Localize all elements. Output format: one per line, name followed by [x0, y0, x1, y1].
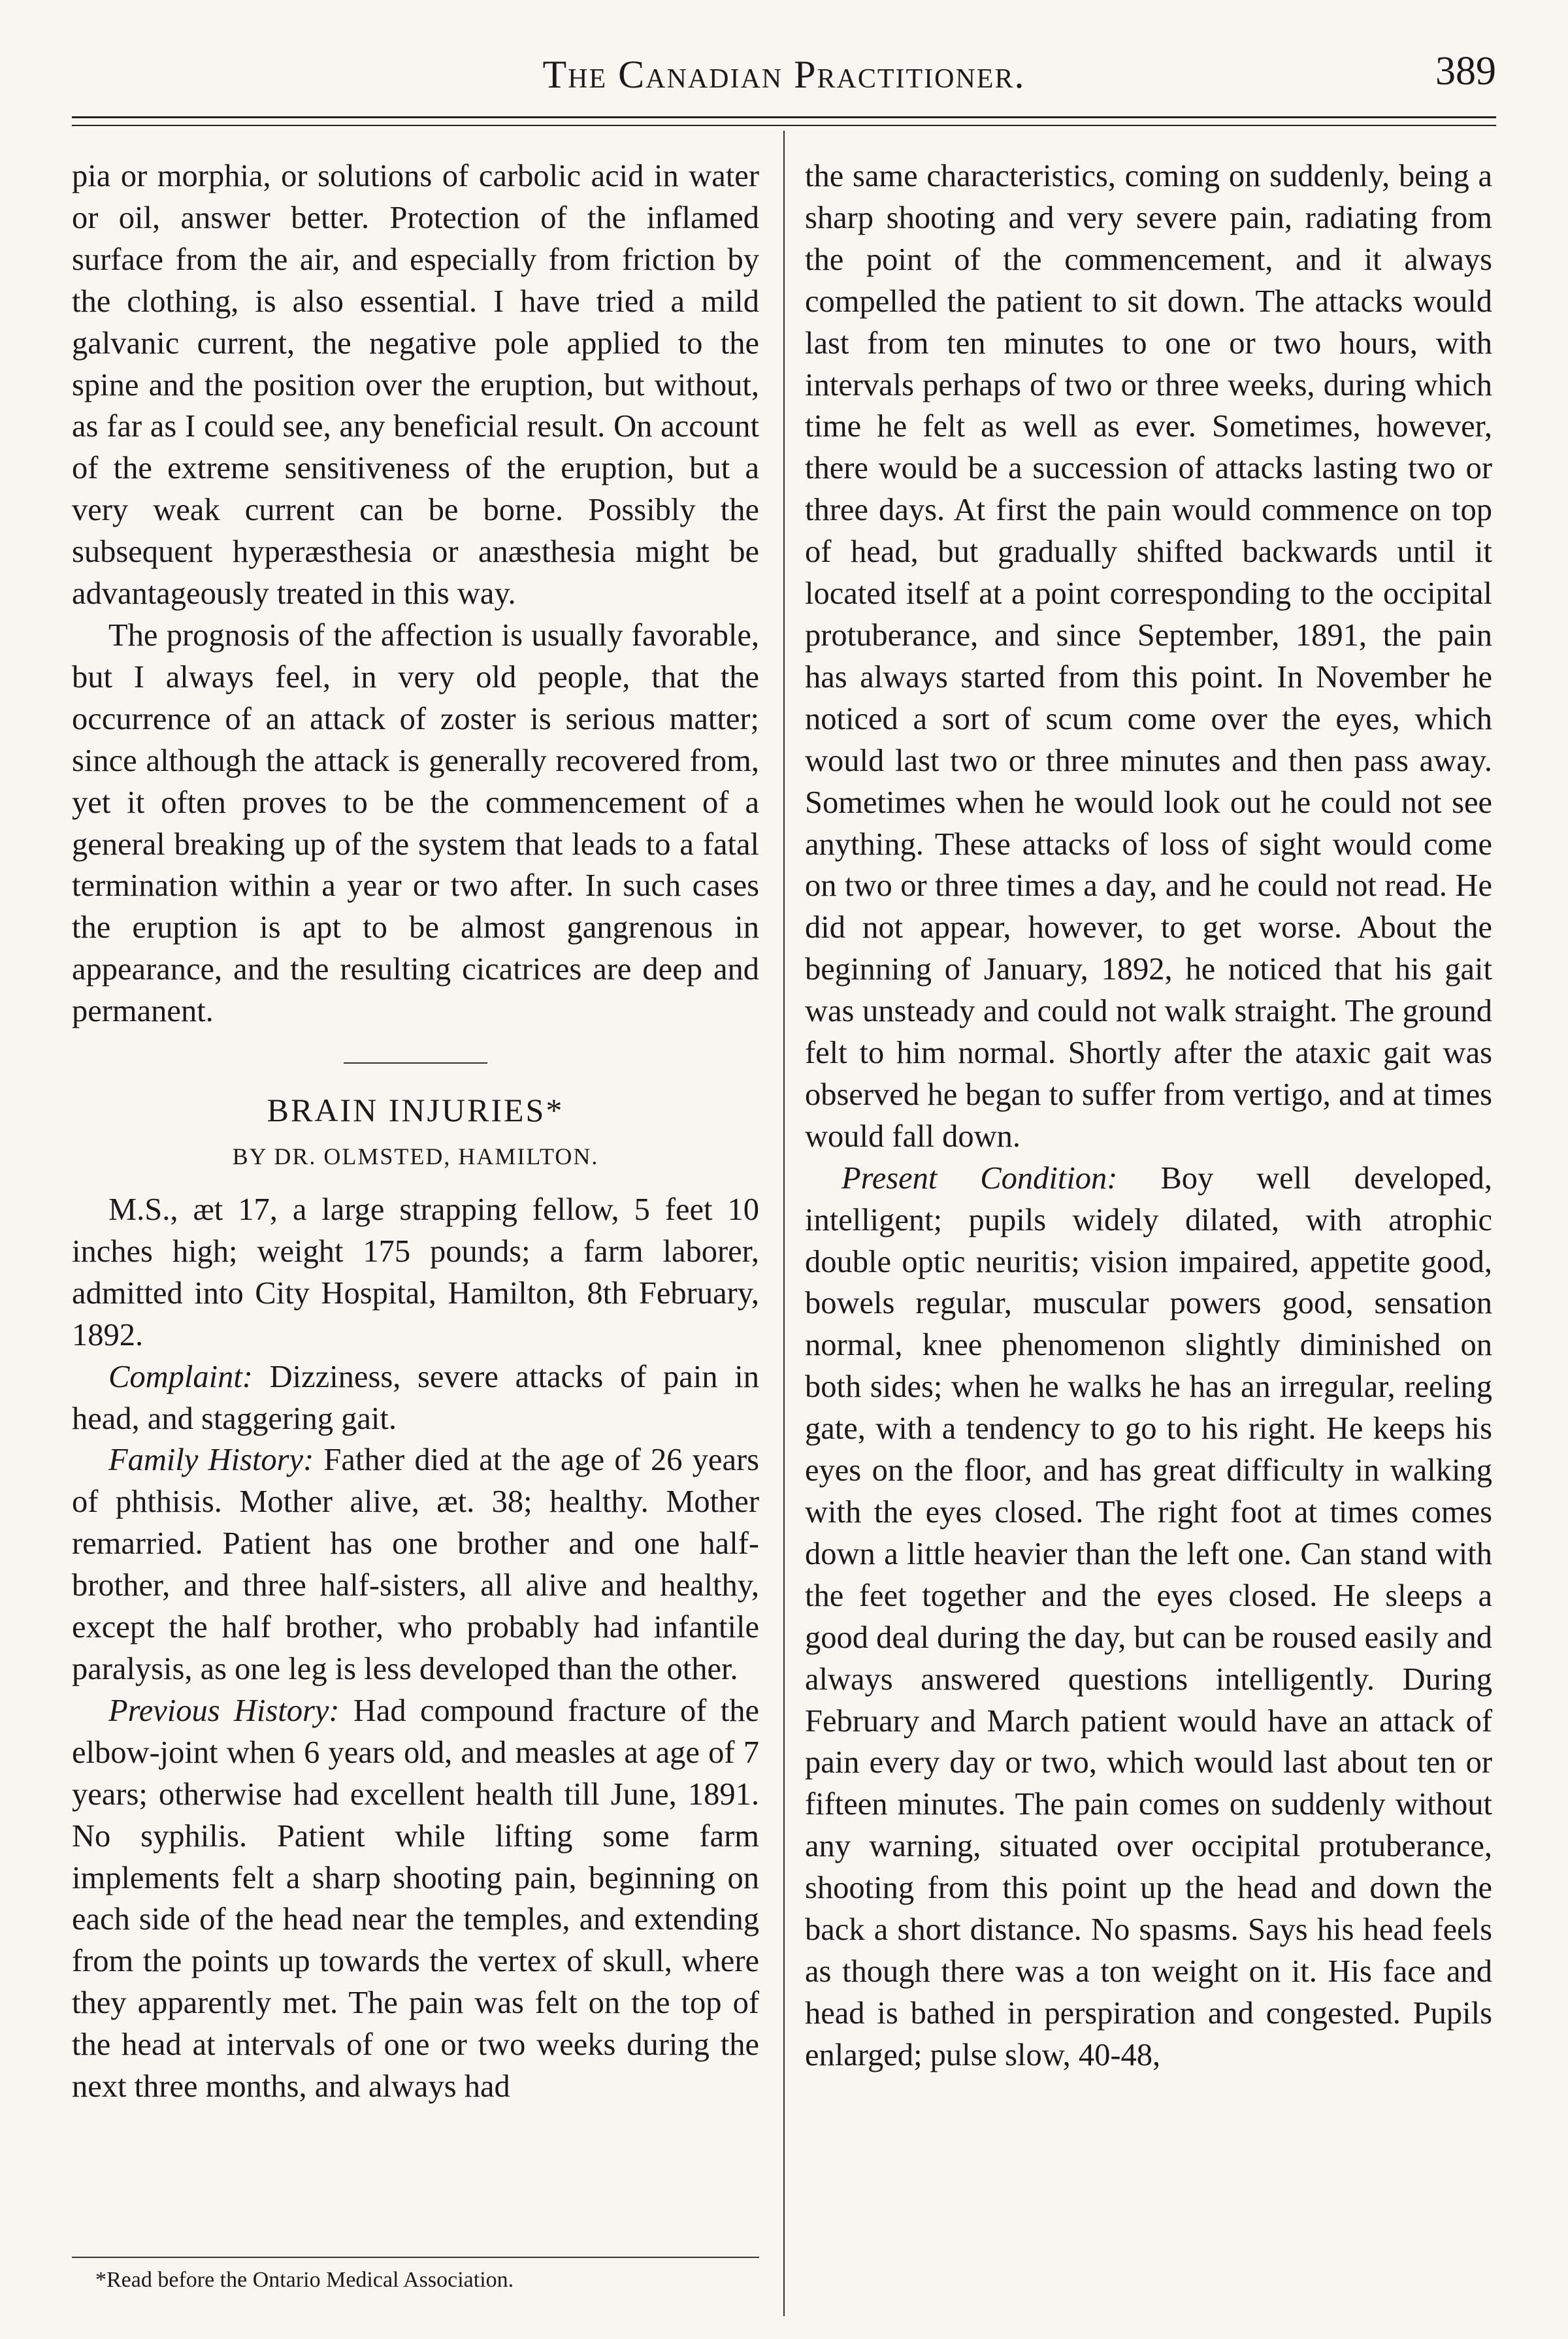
paragraph-text: Had compound fracture of the elbow-joint when 6 years old, and measles at age of 7 years; otherwise had excellent health till June, 1891. No syphilis. Patient while lifting some farm implements felt a sharp shooting pain, beginning on each side of the head near the temples, and extending from the points up towards the vertex of skull, where they apparently met. The pain was felt on the top of the head at intervals of one or two weeks during the next three months, and always had	[72, 1693, 759, 2104]
paragraph: pia or morphia, or solutions of carbolic acid in water or oil, answer better. Protection of the inflamed surface from the air, and especially from friction by the clothing, is also essential. I have tried a mild galvanic current, the negative pole applied to the spine and the position over the eruption, but without, as far as I could see, any beneficial result. On account of the extreme sensitiveness of the eruption, but a very weak current can be borne. Possibly the subsequent hyperæsthesia or anæsthesia might be advantageously treated in this way.	[72, 159, 759, 612]
article-title: BRAIN INJURIES*	[267, 1092, 564, 1129]
section-label: Complaint:	[108, 1359, 253, 1394]
footnote-rule	[72, 2257, 759, 2258]
section-label: Present Condition:	[841, 1160, 1118, 1196]
paragraph: The prognosis of the affection is usually favorable, but I always feel, in very old people, that the occurrence of an attack of zoster is serious matter; since although the attack is generally recovered from, yet it often proves to be the commencement of a general breaking up of the system that leads to a fatal termination within a year or two after. In such cases the eruption is apt to be almost gangrenous in appearance, and the resulting cicatrices are deep and permanent.	[72, 617, 759, 1029]
header-double-rule	[72, 116, 1496, 126]
page-number: 389	[1435, 49, 1496, 93]
right-column	[805, 155, 1492, 2076]
paragraph-text: Father died at the age of 26 years of phthisis. Mother alive, æt. 38; healthy. Mother remarried. Patient has one brother and one half-brother, and three half-sisters, all alive and healthy, except the half brother, who probably had infantile paralysis, as one leg is less developed than the other.	[72, 1443, 759, 1686]
paragraph: M.S., æt 17, a large strapping fellow, 5 feet 10 inches high; weight 175 pounds; a farm laborer, admitted into City Hospital, Hamilton, 8th February, 1892.	[72, 1192, 759, 1352]
paragraph	[72, 1690, 759, 2108]
paragraph	[72, 1356, 759, 1440]
paragraph-text: Dizziness, severe attacks of pain in head, and staggering gait.	[72, 1359, 759, 1436]
running-title: The Canadian Practitioner.	[542, 53, 1026, 96]
paragraph	[805, 1158, 1492, 2076]
paragraph	[72, 1439, 759, 1690]
section-label: Previous History:	[108, 1693, 340, 1728]
page-header	[72, 39, 1496, 111]
paragraph-text: Boy well developed, intelligent; pupils widely dilated, with atrophic double optic neuritis; vision impaired, appetite good, bowels regular, muscular powers good, sensation normal, knee phenomenon slightly diminished on both sides; when he walks he has an irregular, reeling gate, with a tendency to go to his right. He keeps his eyes on the floor, and has great difficulty in walking with the eyes closed. The right foot at times comes down a little heavier than the left one. Can stand with the feet together and the eyes closed. He sleeps a good deal during the day, but can be roused easily and always answered questions intelligently. During February and March patient would have an attack of pain every day or two, which would last about ten or fifteen minutes. The pain comes on suddenly without any warning, situated over occipital protuberance, shooting from this point up the head and down the back a short distance. No spasms. Says his head feels as though there was a ton weight on it. His face and head is bathed in perspiration and congested. Pupils enlarged; pulse slow, 40-48,	[805, 1160, 1492, 2072]
article-byline: BY DR. OLMSTED, HAMILTON.	[232, 1143, 599, 1170]
footnote: *Read before the Ontario Medical Association.	[95, 2268, 514, 2292]
column-divider	[783, 131, 785, 2316]
section-label: Family History:	[108, 1443, 314, 1478]
left-column	[72, 155, 759, 2108]
section-divider	[344, 1062, 487, 1064]
paragraph: the same characteristics, coming on suddenly, being a sharp shooting and very severe pain, radiating from the point of the commencement, and it always compelled the patient to sit down. The attacks would last from ten minutes to one or two hours, with intervals perhaps of two or three weeks, during which time he felt as well as ever. Sometimes, however, there would be a succession of attacks lasting two or three days. At first the pain would commence on top of head, but gradually shifted backwards until it located itself at a point corresponding to the occipital protuberance, and since September, 1891, the pain has always started from this point. In November he noticed a sort of scum come over the eyes, which would last two or three minutes and then pass away. Sometimes when he would look out he could not see anything. These attacks of loss of sight would come on two or three times a day, and he could not read. He did not appear, however, to get worse. About the beginning of January, 1892, he noticed that his gait was unsteady and could not walk straight. The ground felt to him normal. Shortly after the ataxic gait was observed he began to suffer from vertigo, and at times would fall down.	[805, 159, 1492, 1154]
